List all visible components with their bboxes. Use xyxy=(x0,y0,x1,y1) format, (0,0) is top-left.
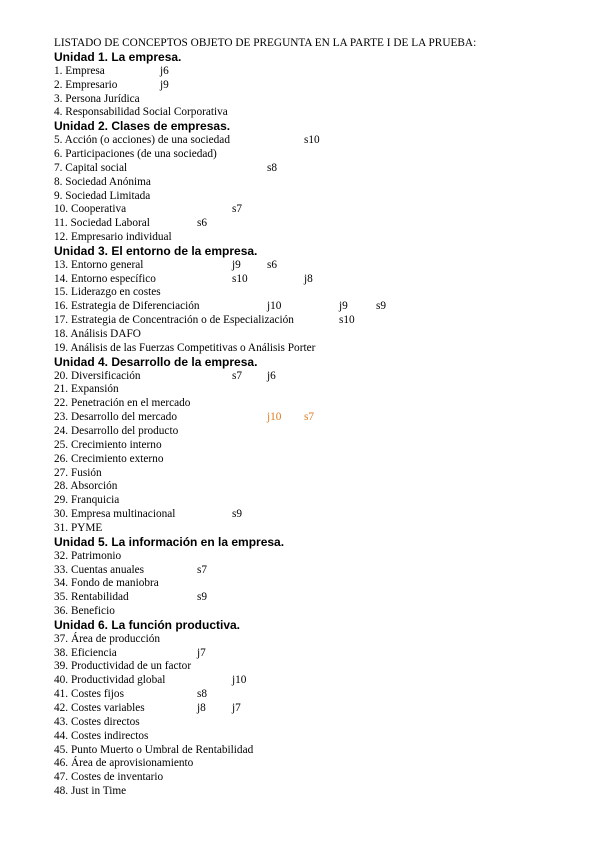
exam-tag: j7 xyxy=(232,702,241,714)
concept-item xyxy=(54,659,191,673)
concept-label: 8. Sociedad Anónima xyxy=(54,175,151,188)
unit-heading xyxy=(54,244,257,258)
concept-item xyxy=(54,410,315,424)
exam-tag: s8 xyxy=(197,688,208,701)
concept-item xyxy=(54,202,243,216)
concept-label: 36. Beneficio xyxy=(54,605,115,617)
concept-item xyxy=(54,549,121,563)
document-title: LISTADO DE CONCEPTOS OBJETO DE PREGUNTA EN LA PARTE I DE LA PRUEBA: xyxy=(54,37,477,49)
concept-item xyxy=(54,299,387,313)
concept-item xyxy=(54,632,160,646)
concept-item xyxy=(54,438,162,452)
concept-item xyxy=(54,784,126,798)
exam-tag: j6 xyxy=(160,64,169,77)
exam-tag: s7 xyxy=(232,203,243,216)
concept-item xyxy=(54,272,313,286)
concept-item xyxy=(54,78,169,92)
concept-label: 5. Acción (o acciones) de una sociedad xyxy=(54,134,230,147)
unit-heading xyxy=(54,50,181,64)
concept-item xyxy=(54,493,119,507)
concept-item xyxy=(54,175,151,189)
concept-label: 43. Costes directos xyxy=(54,715,140,728)
concept-label: 46. Área de aprovisionamiento xyxy=(54,757,194,770)
unit-heading-text: Unidad 3. El entorno de la empresa. xyxy=(54,243,258,258)
concept-label: 48. Just in Time xyxy=(54,785,127,798)
exam-tag: s9 xyxy=(232,508,243,521)
concept-label: 21. Expansión xyxy=(54,383,119,396)
concept-label: 15. Liderazgo en costes xyxy=(54,286,161,299)
concept-item xyxy=(54,216,208,230)
unit-heading xyxy=(54,618,240,632)
concept-label: 7. Capital social xyxy=(54,161,128,174)
concept-item xyxy=(54,756,193,770)
concept-item xyxy=(54,590,208,604)
concept-label: 16. Estrategia de Diferenciación xyxy=(54,300,200,313)
concept-label: 9. Sociedad Limitada xyxy=(54,189,151,202)
concept-item xyxy=(54,507,243,521)
concept-label: 38. Eficiencia xyxy=(54,646,117,659)
unit-heading xyxy=(54,355,257,369)
concept-item xyxy=(54,230,172,244)
concept-item xyxy=(54,701,241,715)
exam-tag: s10 xyxy=(232,272,248,285)
concept-label: 27. Fusión xyxy=(54,466,102,479)
concept-item xyxy=(54,563,208,577)
concept-item xyxy=(54,521,102,535)
concept-label: 23. Desarrollo del mercado xyxy=(54,411,177,424)
unit-heading-text: Unidad 1. La empresa. xyxy=(54,50,182,64)
concept-label: 12. Empresario individual xyxy=(54,231,172,243)
concept-item xyxy=(54,479,117,493)
exam-tag: j10 xyxy=(267,411,282,424)
concept-label: 25. Crecimiento interno xyxy=(54,438,162,451)
concept-label: 41. Costes fijos xyxy=(54,688,124,701)
concept-label: 40. Productividad global xyxy=(54,674,166,687)
concept-item xyxy=(54,715,140,729)
concept-item xyxy=(54,396,190,410)
concept-label: 19. Análisis de las Fuerzas Competitivas o Análisis Porter xyxy=(54,341,316,354)
concept-item xyxy=(54,576,159,590)
concept-item xyxy=(54,285,161,299)
concept-label: 3. Persona Jurídica xyxy=(54,92,140,105)
concept-label: 4. Responsabilidad Social Corporativa xyxy=(54,106,228,119)
concept-item xyxy=(54,743,253,757)
exam-tag: s6 xyxy=(197,217,208,230)
concept-item xyxy=(54,258,278,272)
concept-label: 1. Empresa xyxy=(54,64,105,77)
concept-item xyxy=(54,189,150,203)
concept-item xyxy=(54,133,320,147)
concept-label: 45. Punto Muerto o Umbral de Rentabilidad xyxy=(54,743,254,756)
concept-label: 37. Área de producción xyxy=(54,632,161,645)
exam-tag: j9 xyxy=(160,78,169,91)
exam-tag: j8 xyxy=(304,272,313,285)
concept-item xyxy=(54,424,178,438)
concept-label: 2. Empresario xyxy=(54,78,118,91)
concept-label: 26. Crecimiento externo xyxy=(54,452,164,465)
concept-item xyxy=(54,92,140,106)
concept-label: 13. Entorno general xyxy=(54,258,144,271)
exam-tag: s10 xyxy=(339,314,355,327)
exam-tag: s8 xyxy=(267,161,278,174)
exam-tag: j8 xyxy=(197,702,206,714)
exam-tag: j7 xyxy=(197,646,206,659)
concept-item xyxy=(54,64,169,78)
concept-item xyxy=(54,147,217,161)
concept-label: 6. Participaciones (de una sociedad) xyxy=(54,147,217,160)
concept-label: 31. PYME xyxy=(54,521,103,534)
exam-tag: s7 xyxy=(304,411,315,424)
concept-label: 33. Cuentas anuales xyxy=(54,563,145,576)
exam-tag: s10 xyxy=(304,134,320,147)
concept-item xyxy=(54,161,278,175)
unit-heading-text: Unidad 2. Clases de empresas. xyxy=(54,119,231,134)
exam-tag: s9 xyxy=(376,300,387,313)
exam-tag: s7 xyxy=(232,369,243,382)
concept-item xyxy=(54,466,102,480)
concept-item xyxy=(54,327,141,341)
exam-tag: j9 xyxy=(339,300,348,313)
concept-label: 17. Estrategia de Concentración o de Especialización xyxy=(54,314,294,327)
concept-item xyxy=(54,341,315,355)
concept-label: 28. Absorción xyxy=(54,480,118,493)
exam-tag: j10 xyxy=(232,674,247,687)
concept-label: 39. Productividad de un factor xyxy=(54,660,192,673)
concept-label: 22. Penetración en el mercado xyxy=(54,397,191,410)
concept-item xyxy=(54,105,228,119)
concept-label: 35. Rentabilidad xyxy=(54,591,129,604)
concept-item xyxy=(54,673,247,687)
concept-item xyxy=(54,604,115,618)
concept-item xyxy=(54,313,355,327)
concept-label: 29. Franquicia xyxy=(54,494,120,507)
exam-tag: s9 xyxy=(197,591,208,604)
concept-item xyxy=(54,729,148,743)
concept-label: 11. Sociedad Laboral xyxy=(54,217,150,230)
concept-label: 14. Entorno específico xyxy=(54,272,156,285)
exam-tag: s6 xyxy=(267,258,278,271)
unit-heading xyxy=(54,535,284,549)
exam-tag: s7 xyxy=(197,563,208,576)
concept-item xyxy=(54,452,163,466)
concept-label: 30. Empresa multinacional xyxy=(54,508,176,521)
concept-item xyxy=(54,382,119,396)
exam-tag: j6 xyxy=(267,369,276,382)
concept-item xyxy=(54,687,208,701)
unit-heading-text: Unidad 6. La función productiva. xyxy=(54,617,241,632)
concept-label: 34. Fondo de maniobra xyxy=(54,577,159,590)
concept-label: 10. Cooperativa xyxy=(54,203,127,216)
concept-item xyxy=(54,369,276,383)
concept-label: 18. Análisis DAFO xyxy=(54,328,141,340)
exam-tag: j10 xyxy=(267,300,282,313)
concept-label: 24. Desarrollo del producto xyxy=(54,425,179,437)
unit-heading-text: Unidad 5. La información en la empresa. xyxy=(54,534,285,549)
concept-item xyxy=(54,770,163,784)
concept-label: 32. Patrimonio xyxy=(54,549,122,562)
concept-label: 42. Costes variables xyxy=(54,702,145,714)
unit-heading xyxy=(54,119,230,133)
unit-heading-text: Unidad 4. Desarrollo de la empresa. xyxy=(54,354,258,369)
concept-label: 44. Costes indirectos xyxy=(54,729,149,742)
concept-label: 20. Diversificación xyxy=(54,369,141,382)
exam-tag: j9 xyxy=(232,258,241,271)
concept-item xyxy=(54,646,206,660)
concept-label: 47. Costes de inventario xyxy=(54,771,164,784)
